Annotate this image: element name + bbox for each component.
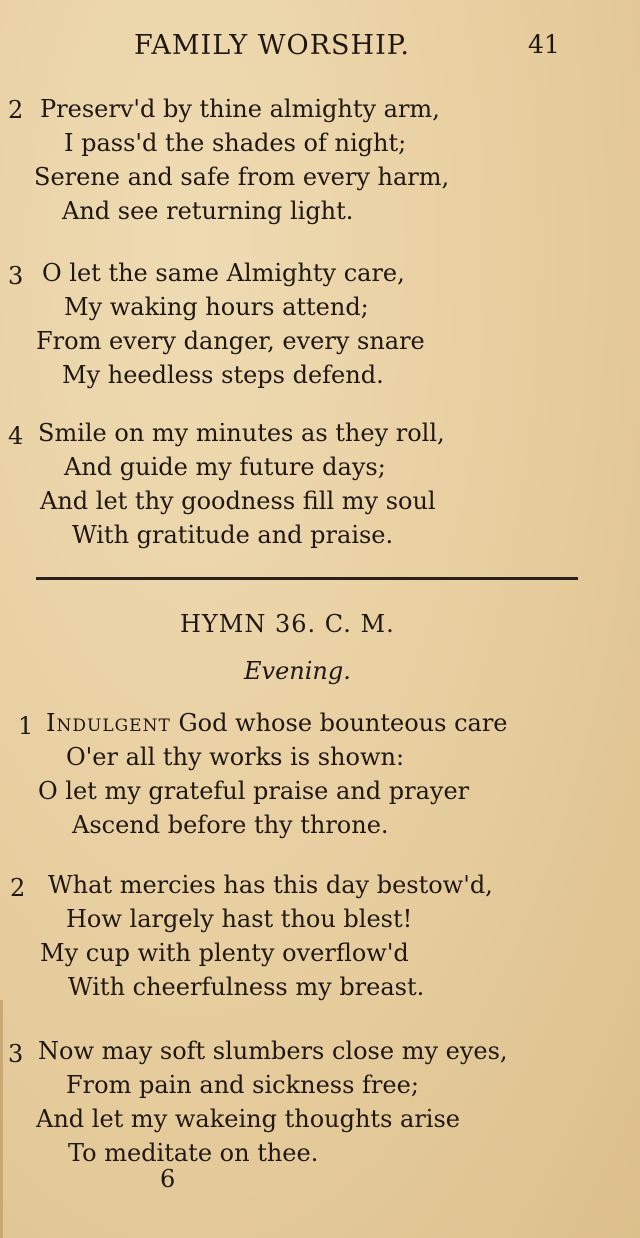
verse-line xyxy=(46,706,508,740)
hymn-title: HYMN 36. C. M. xyxy=(180,610,395,638)
verse-line: My waking hours attend; xyxy=(64,293,369,321)
verse-line: What mercies has this day bestow'd, xyxy=(48,871,493,899)
verse-number: 2 xyxy=(10,874,26,902)
verse-line: How largely hast thou blest! xyxy=(66,905,413,933)
verse-line: Preserv'd by thine almighty arm, xyxy=(40,95,440,123)
verse-line: With cheerfulness my breast. xyxy=(68,973,425,1001)
verse-number: 4 xyxy=(8,422,24,450)
verse-line: O let the same Almighty care, xyxy=(42,259,405,287)
verse-line: Smile on my minutes as they roll, xyxy=(38,419,445,447)
drop-word: Indulgent xyxy=(46,709,171,737)
page-number: 41 xyxy=(528,30,560,59)
section-divider xyxy=(36,577,578,580)
verse-line: O let my grateful praise and prayer xyxy=(38,777,470,805)
verse-line: Now may soft slumbers close my eyes, xyxy=(38,1037,508,1065)
hymn-subtitle: Evening. xyxy=(244,657,351,685)
verse-line-rest: God whose bounteous care xyxy=(170,709,508,737)
verse-line: And let my wakeing thoughts arise xyxy=(36,1105,460,1133)
verse-line: To meditate on thee. xyxy=(68,1139,319,1167)
verse-number: 1 xyxy=(18,712,34,740)
verse-number: 3 xyxy=(8,1040,24,1068)
verse-line: O'er all thy works is shown: xyxy=(66,743,405,771)
verse-line: Ascend before thy throne. xyxy=(72,811,389,839)
verse-line: From pain and sickness free; xyxy=(66,1071,419,1099)
verse-line: Serene and safe from every harm, xyxy=(34,163,450,191)
verse-line: From every danger, every snare xyxy=(36,327,425,355)
verse-line: And let thy goodness fill my soul xyxy=(40,487,436,515)
verse-line: I pass'd the shades of night; xyxy=(64,129,407,157)
verse-line: And see returning light. xyxy=(62,197,354,225)
verse-number: 3 xyxy=(8,262,24,290)
verse-line: And guide my future days; xyxy=(64,453,386,481)
running-title: FAMILY WORSHIP. xyxy=(134,30,411,61)
verse-line: My cup with plenty overflow'd xyxy=(40,939,409,967)
verse-line: With gratitude and praise. xyxy=(72,521,394,549)
signature-mark: 6 xyxy=(160,1165,176,1193)
verse-number: 2 xyxy=(8,96,24,124)
page-edge xyxy=(0,1000,3,1238)
verse-line: My heedless steps defend. xyxy=(62,361,384,389)
